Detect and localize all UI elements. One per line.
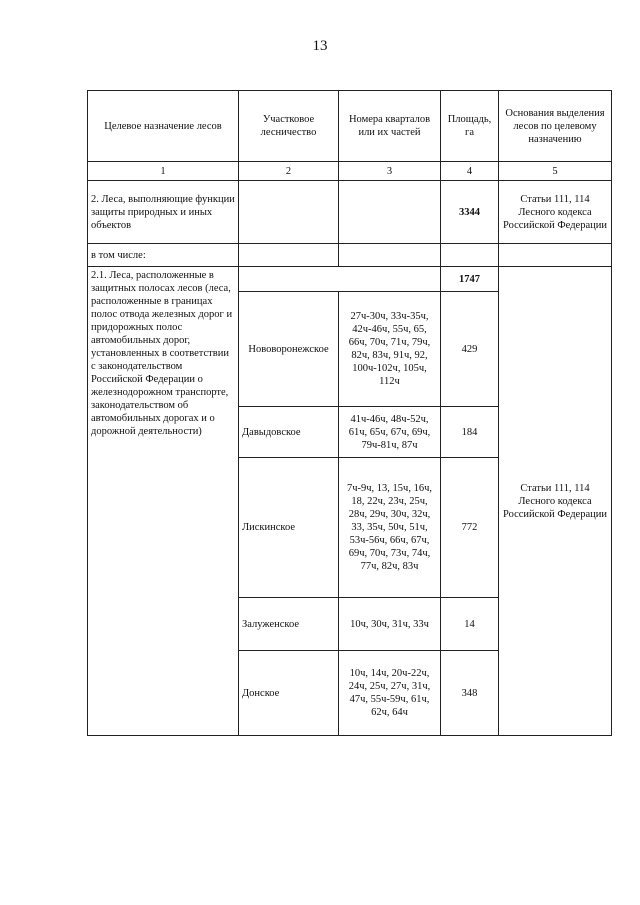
subsection-purpose: 2.1. Леса, расположенные в защитных полосах лесов (леса, расположенные в границах полос отвода железных дорог и придорожных полос автомобильных дорог, установленных в соответствии с законодательством Российской Федерации о железнодорожном транспорте, законодательством об автомобильных дорогах и о дорожной деятельности) bbox=[88, 267, 239, 736]
section-2-quarters-empty bbox=[339, 181, 441, 244]
subsection-total-row bbox=[88, 267, 612, 292]
column-number-row bbox=[88, 162, 612, 181]
district-name: Донское bbox=[239, 651, 339, 736]
quarter-numbers: 10ч, 30ч, 31ч, 33ч bbox=[339, 598, 441, 651]
section-2-row bbox=[88, 181, 612, 244]
section-2-district-empty bbox=[239, 181, 339, 244]
district-area: 348 bbox=[441, 651, 499, 736]
subsection-area-total: 1747 bbox=[441, 267, 499, 292]
header-basis: Основания выделения лесов по целевому назначению bbox=[499, 91, 612, 162]
column-number: 1 bbox=[88, 162, 239, 181]
including-empty bbox=[441, 244, 499, 267]
header-row bbox=[88, 91, 612, 162]
district-name: Залуженское bbox=[239, 598, 339, 651]
column-number: 5 bbox=[499, 162, 612, 181]
header-district: Участковое лесничество bbox=[239, 91, 339, 162]
including-empty bbox=[499, 244, 612, 267]
including-empty bbox=[339, 244, 441, 267]
section-2-area: 3344 bbox=[441, 181, 499, 244]
header-purpose: Целевое назначение лесов bbox=[88, 91, 239, 162]
section-2-basis: Статьи 111, 114 Лесного кодекса Российской Федерации bbox=[499, 181, 612, 244]
quarter-numbers: 7ч-9ч, 13, 15ч, 16ч, 18, 22ч, 23ч, 25ч, 28ч, 29ч, 30ч, 32ч, 33, 35ч, 50ч, 51ч, 53ч-56ч, 66ч, 67ч, 69ч, 70ч, 73ч, 74ч, 77ч, 82ч, 83ч bbox=[339, 458, 441, 598]
including-empty bbox=[239, 244, 339, 267]
including-row bbox=[88, 244, 612, 267]
district-area: 772 bbox=[441, 458, 499, 598]
section-2-purpose: 2. Леса, выполняющие функции защиты природных и иных объектов bbox=[88, 181, 239, 244]
quarter-numbers: 10ч, 14ч, 20ч-22ч, 24ч, 25ч, 27ч, 31ч, 47ч, 55ч-59ч, 61ч, 62ч, 64ч bbox=[339, 651, 441, 736]
including-label: в том числе: bbox=[88, 244, 239, 267]
district-area: 429 bbox=[441, 292, 499, 407]
subsection-total-empty bbox=[239, 267, 441, 292]
subsection-basis: Статьи 111, 114 Лесного кодекса Российской Федерации bbox=[499, 267, 612, 736]
header-quarters: Номера кварталов или их частей bbox=[339, 91, 441, 162]
forest-purpose-table bbox=[87, 90, 612, 736]
district-name: Лискинское bbox=[239, 458, 339, 598]
column-number: 3 bbox=[339, 162, 441, 181]
column-number: 4 bbox=[441, 162, 499, 181]
district-area: 184 bbox=[441, 407, 499, 458]
quarter-numbers: 27ч-30ч, 33ч-35ч, 42ч-46ч, 55ч, 65, 66ч, 70ч, 71ч, 79ч, 82ч, 83ч, 91ч, 92, 100ч-102ч, 105ч, 112ч bbox=[339, 292, 441, 407]
column-number: 2 bbox=[239, 162, 339, 181]
quarter-numbers: 41ч-46ч, 48ч-52ч, 61ч, 65ч, 67ч, 69ч, 79ч-81ч, 87ч bbox=[339, 407, 441, 458]
header-area: Площадь, га bbox=[441, 91, 499, 162]
district-area: 14 bbox=[441, 598, 499, 651]
district-name: Давыдовское bbox=[239, 407, 339, 458]
page-number: 13 bbox=[312, 38, 328, 54]
district-name: Нововоронежское bbox=[239, 292, 339, 407]
